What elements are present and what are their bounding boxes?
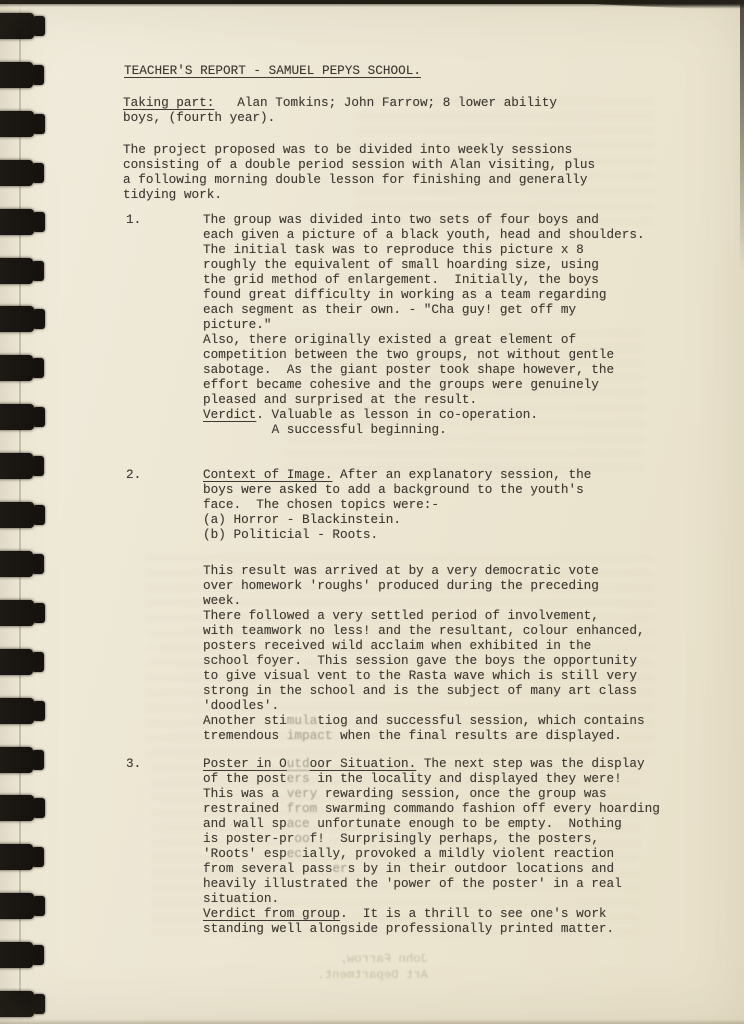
section-body	[203, 467, 703, 743]
binding-tooth	[0, 698, 34, 724]
text-line: Verdict from group. It is a thrill to see one's work	[203, 906, 607, 921]
text-line: tremendous impact when the final results are displayed.	[203, 728, 622, 743]
binding-tooth	[0, 404, 34, 430]
text-line: school foyer. This session gave the boys the opportunity	[203, 653, 637, 668]
section-body	[203, 212, 703, 437]
text-line: The group was divided into two sets of four boys and	[203, 212, 599, 227]
section-1	[123, 212, 703, 437]
text-line: to give visual vent to the Rasta wave which is still very	[203, 668, 637, 683]
text-line: consisting of a double period session with Alan visiting, plus	[123, 157, 596, 172]
intro-paragraph	[123, 142, 595, 202]
text-line: strong in the school and is the subject of many art class	[203, 683, 637, 698]
text-line: This result was arrived at by a very democratic vote	[203, 563, 599, 578]
binding-tooth	[0, 306, 34, 332]
section-2	[123, 467, 703, 743]
text-line: Also, there originally existed a great element of	[203, 332, 577, 347]
text-line: situation.	[203, 891, 280, 906]
text-line: John Farrow,	[339, 952, 428, 966]
text-line: over homework 'roughs' produced during the preceding	[203, 578, 599, 593]
text-line: Taking part: Alan Tomkins; John Farrow; 8 lower ability	[123, 95, 557, 110]
text-line: (b) Politicial - Roots.	[203, 527, 379, 542]
text-line: face. The chosen topics were:-	[203, 497, 440, 512]
text-line: is poster-proof! Surprisingly perhaps, the posters,	[203, 831, 599, 846]
text-line: This was a very rewarding session, once the group was	[203, 786, 607, 801]
binding-tooth	[0, 893, 34, 919]
text-line: (a) Horror - Blackinstein.	[203, 512, 401, 527]
text-line: heavily illustrated the 'power of the poster' in a real	[203, 876, 622, 891]
text-line: boys were asked to add a background to the youth's	[203, 482, 584, 497]
binding-tooth	[0, 551, 33, 577]
text-line: week.	[203, 593, 242, 608]
binding-tooth	[0, 355, 33, 381]
text-line: A successful beginning.	[271, 422, 447, 437]
scan-edge-bottom	[0, 1019, 744, 1024]
section-body	[203, 756, 703, 936]
text-line: Art Department.	[317, 968, 428, 982]
text-line: Poster in Outdoor Situation. The next step was the display	[203, 756, 645, 771]
text-line: boys, (fourth year).	[123, 110, 276, 125]
binding-tooth	[0, 209, 34, 235]
binding-tooth	[0, 62, 33, 88]
text-line: 'doodles'.	[203, 698, 280, 713]
binding-tooth	[0, 600, 34, 626]
text-line: sabotage. As the giant poster took shape however, the	[203, 362, 615, 377]
text-line: each segment as their own. - "Cha guy! get off my	[203, 302, 577, 317]
text-line: Another stimulatiog and successful session, which contains	[203, 713, 645, 728]
binding-tooth	[0, 453, 33, 479]
show-through-text	[288, 951, 428, 983]
binding-tooth	[0, 258, 33, 284]
section-number: 2.	[126, 467, 142, 482]
text-line: pleased and surprised at the result.	[203, 392, 478, 407]
text-line: 'Roots' especially, provoked a mildly violent reaction	[203, 846, 615, 861]
text-line: a following morning double lesson for finishing and generally	[123, 172, 588, 187]
binding-tooth	[0, 747, 33, 773]
text-line: roughly the equivalent of small hoarding size, using	[203, 257, 599, 272]
text-line: The initial task was to reproduce this picture x 8	[203, 242, 584, 257]
binding-tooth	[0, 160, 33, 186]
section-3	[123, 756, 703, 936]
binding-tooth	[0, 649, 33, 675]
document-title: TEACHER'S REPORT - SAMUEL PEPYS SCHOOL.	[124, 63, 421, 78]
text-line: competition between the two groups, not without gentle	[203, 347, 615, 362]
binding-tooth	[0, 942, 33, 968]
text-line: and wall space unfortunate enough to be empty. Nothing	[203, 816, 622, 831]
text-line: posters received wild acclaim when exhibited in the	[203, 638, 592, 653]
binding-tooth	[0, 795, 34, 821]
text-line: the grid method of enlargement. Initially, the boys	[203, 272, 599, 287]
text-line: of the posters in the locality and displayed they were!	[203, 771, 622, 786]
binding-tooth	[0, 502, 34, 528]
text-line: restrained from swarming commando fashion off every hoarding	[203, 801, 660, 816]
text-line: Verdict. Valuable as lesson in co-operation.	[203, 407, 539, 422]
text-line: with teamwork no less! and the resultant, colour enhanced,	[203, 623, 645, 638]
binding-tooth	[0, 844, 33, 870]
section-number: 3.	[126, 756, 142, 771]
section-number: 1.	[126, 212, 142, 227]
binding-tooth	[0, 13, 34, 39]
scan-edge-right	[740, 0, 744, 270]
text-line: picture."	[203, 317, 272, 332]
text-line: tidying work.	[123, 187, 222, 202]
binding-tooth	[0, 991, 34, 1017]
taking-part	[123, 95, 557, 125]
text-line: found great difficulty in working as a team regarding	[203, 287, 607, 302]
text-line: standing well alongside professionally printed matter.	[203, 921, 615, 936]
binding-tooth	[0, 111, 34, 137]
text-line: The project proposed was to be divided into weekly sessions	[123, 142, 573, 157]
text-line: There followed a very settled period of involvement,	[203, 608, 599, 623]
text-line: Context of Image. After an explanatory session, the	[203, 467, 592, 482]
text-line: from several passers by in their outdoor locations and	[203, 861, 615, 876]
text-line: effort became cohesive and the groups were genuinely	[203, 377, 599, 392]
text-line: each given a picture of a black youth, head and shoulders.	[203, 227, 645, 242]
